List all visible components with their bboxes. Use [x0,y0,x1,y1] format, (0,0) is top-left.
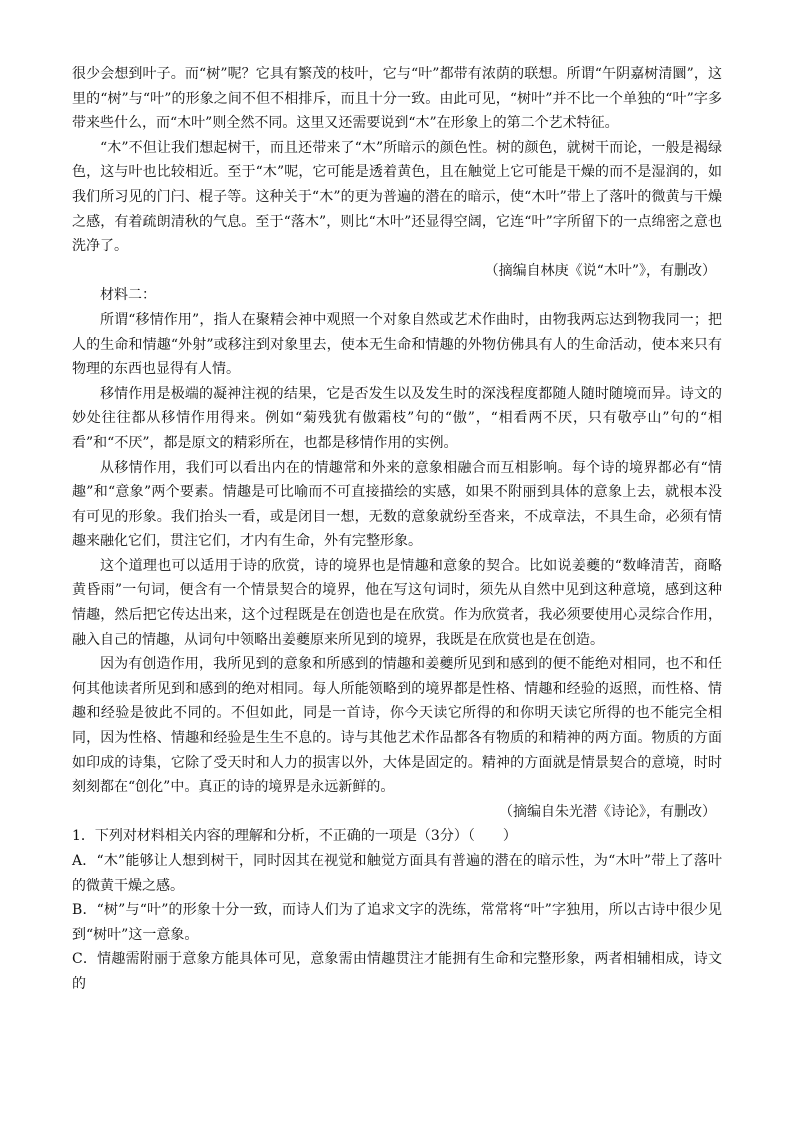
material2-paragraph-3: 从移情作用，我们可以看出内在的情趣常和外来的意象相融合而互相影响。每个诗的境界都必有“情趣”和“意象”两个要素。情趣是可比喻而不可直接描绘的实感，如果不附丽到具体的意象上去，就根本没有可见的形象。我们抬头一看，或是闭目一想，无数的意象就纷至沓来，不成章法，不具生命，必须有情趣来融化它们，贯注它们，才内有生命，外有完整形象。 [72,459,722,550]
material2-paragraph-4: 这个道理也可以适用于诗的欣赏，诗的境界也是情趣和意象的契合。比如说姜夔的“数峰清苦，商略黄昏雨”一句词，便含有一个情景契合的境界，他在写这句词时，须先从自然中见到这种意境，感到这种情趣，然后把它传达出来，这个过程既是在创造也是在欣赏。作为欣赏者，我必须要使用心灵综合作用，融入自己的情趣，从词句中领略出姜夔原来所见到的境界，我既是在欣赏也是在创造。 [72,557,722,648]
option-a: A．“木”能够让人想到树干，同时因其在视觉和触觉方面具有普遍的潜在的暗示性，为“木叶”带上了落叶的微黄干燥之感。 [72,853,722,894]
document-page [72,62,722,997]
material2-paragraph-1: 所谓“移情作用”，指人在聚精会神中观照一个对象自然或艺术作曲时，由物我两忘达到物我同一；把人的生命和情趣“外射”或移注到对象里去，使本无生命和情趣的外物仿佛具有人的生命活动，使本来只有物理的东西也显得有人情。 [72,311,722,378]
question-stem: 1．下列对材料相关内容的理解和分析，不正确的一项是（3分）（ ） [72,828,517,845]
material2-source: （摘编自朱光潜《诗论》，有删改） [499,803,716,820]
material2-paragraph-2: 移情作用是极端的凝神注视的结果，它是否发生以及发生时的深浅程度都随人随时随境而异。诗文的妙处往往都从移情作用得来。例如“菊残犹有傲霜枝”句的“傲”，“相看两不厌，只有敬亭山”句的“相看”和“不厌”，都是原文的精彩所在，也都是移情作用的实例。 [72,385,722,451]
option-b: B．“树”与“叶”的形象十分一致，而诗人们为了追求文字的洗练，常常将“叶”字独用，所以古诗中很少见到“树叶”这一意象。 [72,902,722,943]
material1-paragraph-1: 很少会想到叶子。而“树”呢？它具有繁茂的枝叶，它与“叶”都带有浓荫的联想。所谓“午阴嘉树清圜”，这里的“树”与“叶”的形象之间不但不相排斥，而且十分一致。由此可见，“树叶”并不比一个单独的“叶”字多带来些什么，而“木叶”则全然不同。这里又还需要说到“木”在形象上的第二个艺术特征。 [72,66,722,132]
material1-paragraph-2: “木”不但让我们想起树干，而且还带来了“木”所暗示的颜色性。树的颜色，就树干而论，一般是褐绿色，这与叶也比较相近。至于“木”呢，它可能是透着黄色，且在触觉上它可能是干燥的而不是湿润的，如我们所习见的门闩、棍子等。这种关于“木”的更为普遍的潜在的暗示，使“木叶”带上了落叶的微黄与干燥之感，有着疏朗清秋的气息。至于“落木”，则比“木叶”还显得空阔，它连“叶”字所留下的一点绵密之意也洗净了。 [72,139,722,255]
material1-source: （摘编自林庚《说“木叶”》，有删改） [484,262,716,279]
material2-paragraph-5: 因为有创造作用，我所见到的意象和所感到的情趣和姜夔所见到和感到的便不能绝对相同，也不和任何其他读者所见到和感到的绝对相同。每人所能领略到的境界都是性格、情趣和经验的返照，而性格、情趣和经验是彼此不同的。不但如此，同是一首诗，你今天读它所得的和你明天读它所得的也不能完全相同，因为性格、情趣和经验是生生不息的。诗与其他艺术作品都各有物质的和精神的两方面。物质的方面如印成的诗集，它除了受天时和人力的损害以外，大体是固定的。精神的方面就是情景契合的意境，时时刻刻都在“创化”中。真正的诗的境界是永远新鲜的。 [72,656,722,796]
option-c: C．情趣需附丽于意象方能具体可见，意象需由情趣贯注才能拥有生命和完整形象，两者相辅相成，诗文的 [72,951,722,992]
material2-heading: 材料二： [100,287,156,304]
